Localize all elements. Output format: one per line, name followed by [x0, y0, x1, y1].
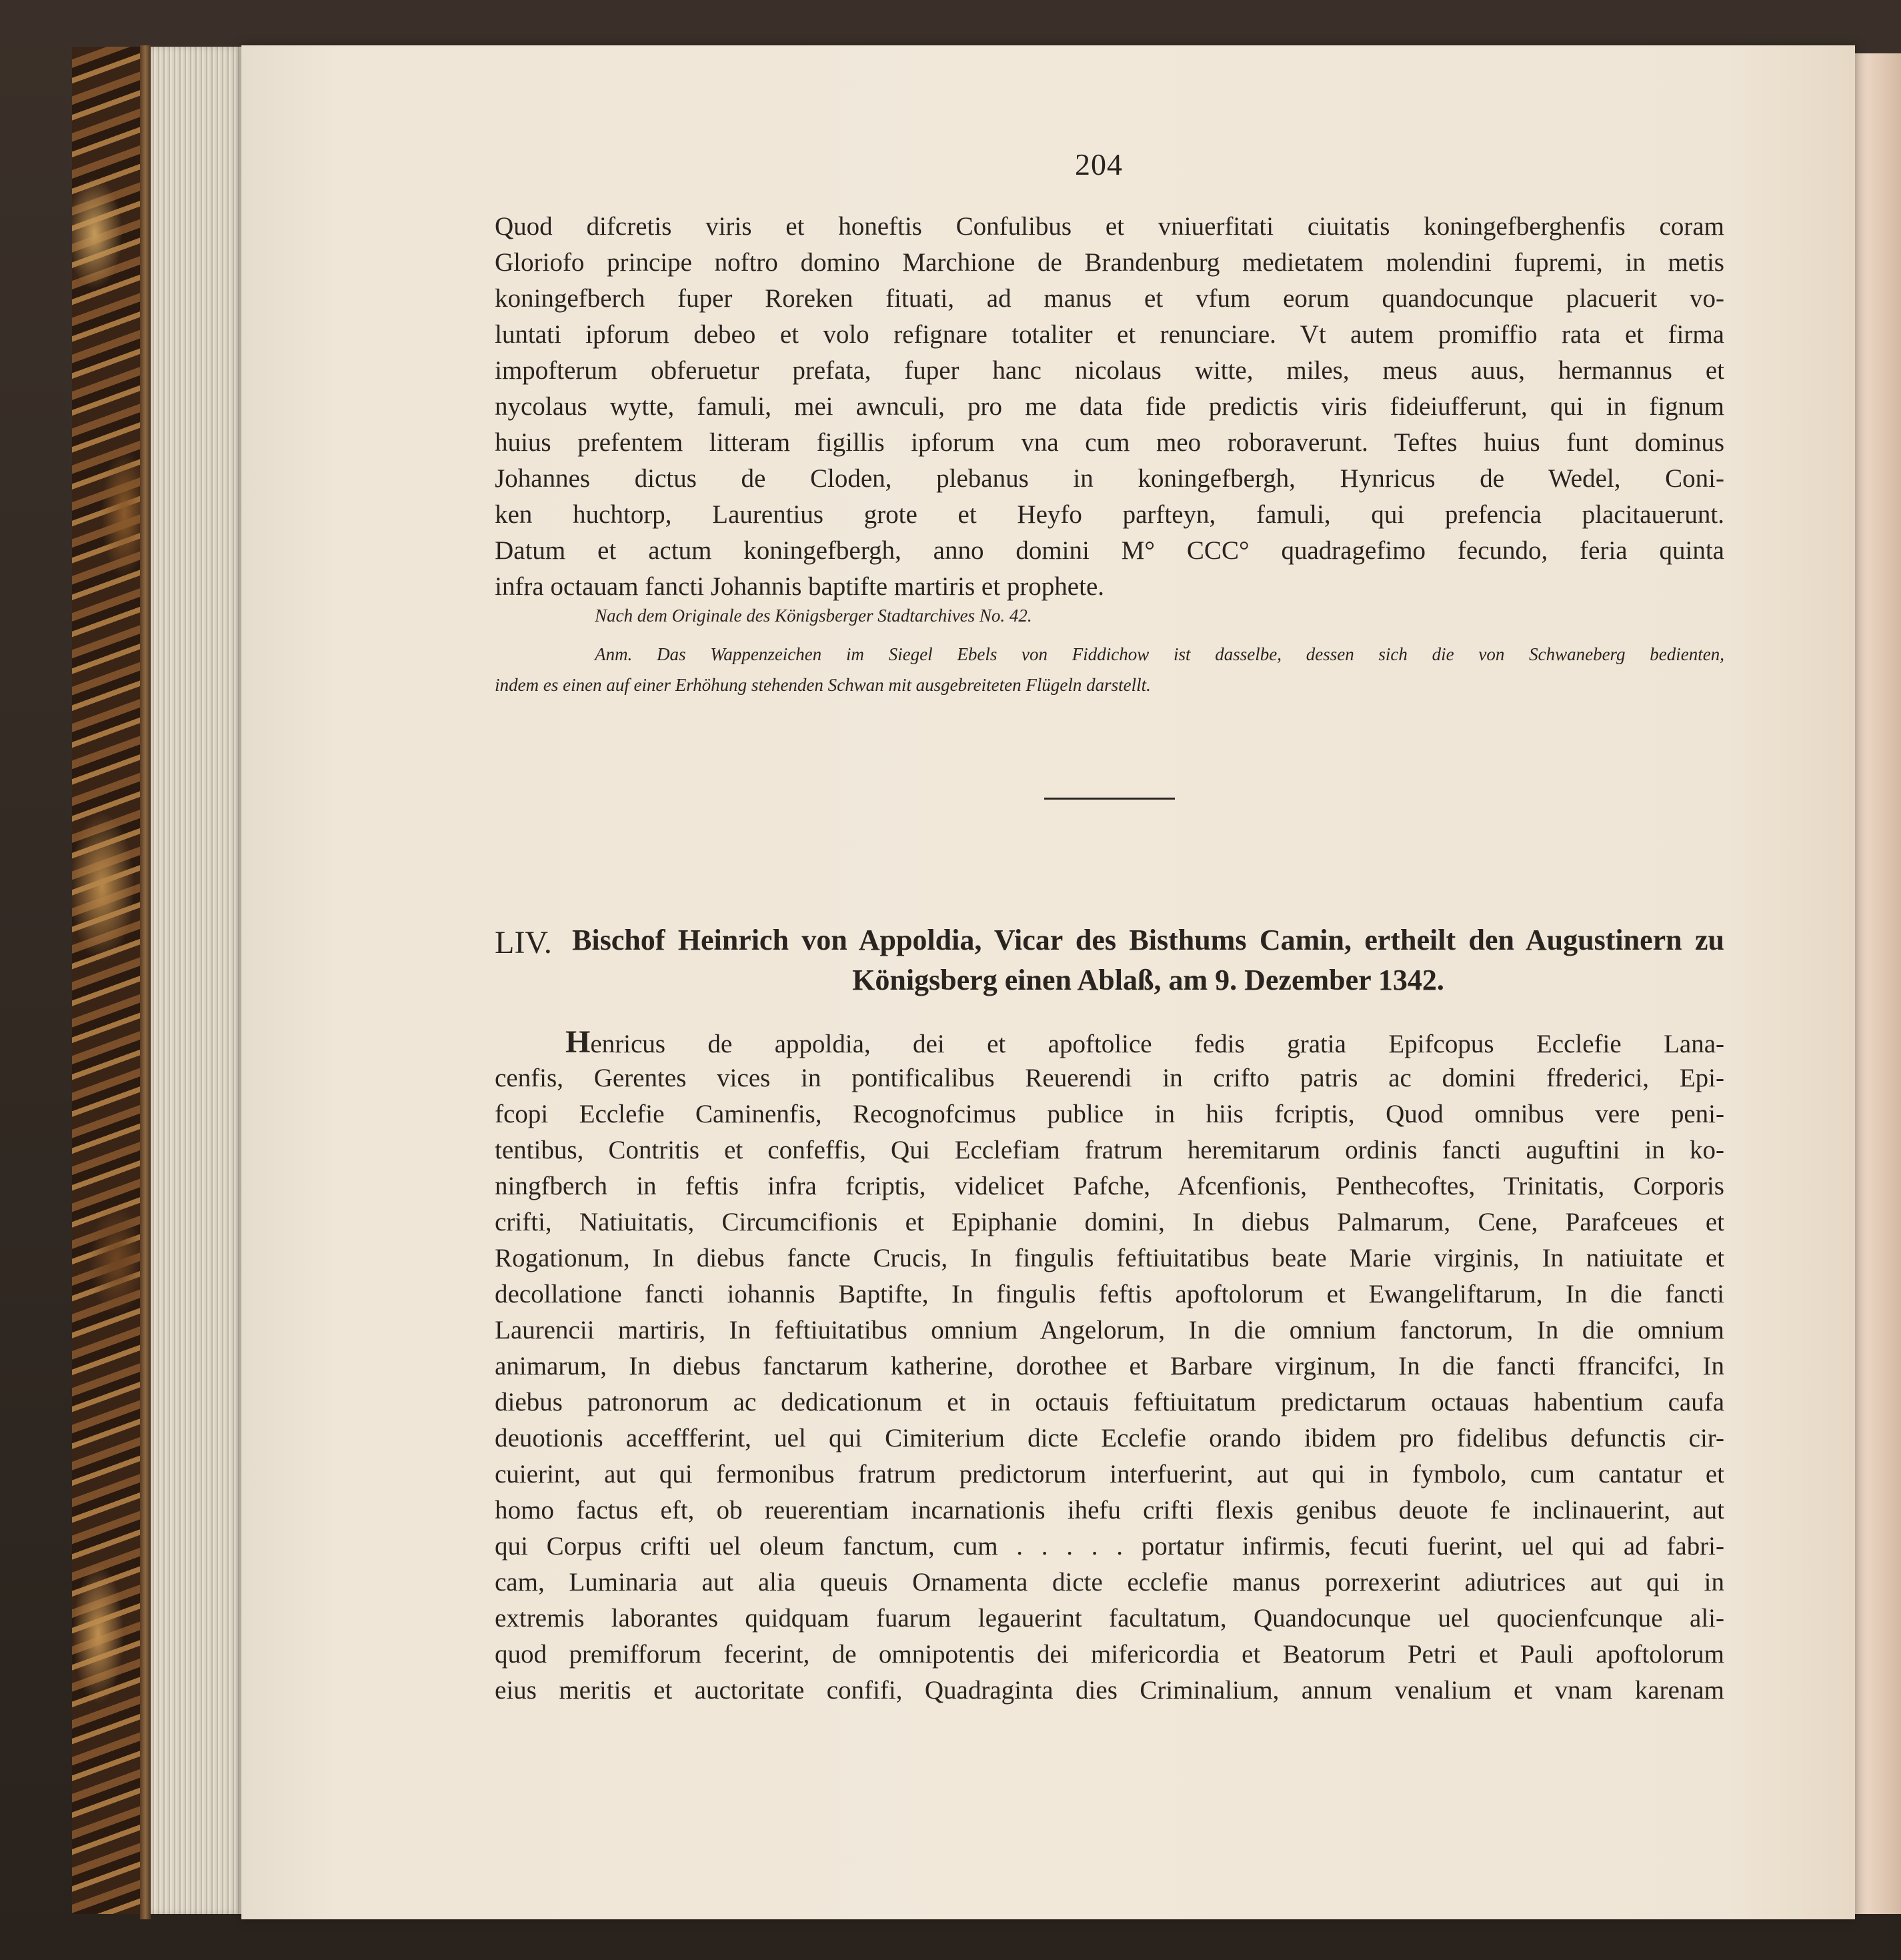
text-line: Laurencii martiris, In feftiuitatibus omnium Angelorum, In die omnium fanctorum, In die omnium: [495, 1316, 1724, 1344]
text-line: quod premifforum fecerint, de omnipotentis dei mifericordia et Beatorum Petri et Pauli apoftolorum: [495, 1640, 1724, 1669]
title-line: Bischof Heinrich von Appoldia, Vicar des Bisthums Camin, ertheilt den Augustinern zu: [572, 924, 1724, 956]
cover-spine-edge: [140, 45, 151, 1919]
text-line: crifti, Natiuitatis, Circumcifionis et Epiphanie domini, In diebus Palmarum, Cene, Parafceues et: [495, 1208, 1724, 1236]
text-line: luntati ipforum debeo et volo refignare totaliter et renunciare. Vt autem promiffio rata et firma: [495, 320, 1724, 349]
text-line: Rogationum, In diebus fancte Crucis, In fingulis feftiuitatibus beate Marie virginis, In natiuitate et: [495, 1244, 1724, 1272]
title-line: Königsberg einen Ablaß, am 9. Dezember 1342.: [852, 964, 1444, 996]
page-number: 204: [1075, 147, 1123, 181]
text-line: homo factus eft, ob reuerentiam incarnationis ihefu crifti flexis genibus deuote fe inclinauerint, aut: [495, 1496, 1724, 1525]
note-line: indem es einen auf einer Erhöhung stehenden Schwan mit ausgebreiteten Flügeln darstellt.: [495, 675, 1151, 695]
text-line: fcopi Ecclefie Caminenfis, Recognofcimus publice in hiis fcriptis, Quod omnibus vere peni-: [495, 1100, 1724, 1128]
note-line: Anm. Das Wappenzeichen im Siegel Ebels von Fiddichow ist dasselbe, dessen sich die von Schwaneberg bedienten,: [595, 644, 1724, 664]
facing-page-edge: [1847, 53, 1901, 1914]
charter-paragraph: [495, 209, 1724, 605]
text-line: impofterum obferuetur prefata, fuper hanc nicolaus witte, miles, meus auus, hermannus et: [495, 356, 1724, 385]
note-line: Nach dem Originale des Königsberger Stadtarchives No. 42.: [595, 606, 1032, 626]
text-line: extremis laborantes quidquam fuarum legauerint facultatum, Quandocunque uel quocienfcunque ali-: [495, 1604, 1724, 1633]
text-line: qui Corpus crifti uel oleum fanctum, cum . . . . . portatur infirmis, fecuti fuerint, uel qui ad fabri-: [495, 1532, 1724, 1561]
indulgence-paragraph: [495, 1024, 1724, 1709]
text-line: huius prefentem litteram figillis ipforum vna cum meo roboraverunt. Teftes huius funt dominus: [495, 428, 1724, 457]
text-line: cenfis, Gerentes vices in pontificalibus Reuerendi in crifto patris ac domini ffrederici, Epi-: [495, 1064, 1724, 1092]
text-line: ningfberch in feftis infra fcriptis, videlicet Pafche, Afcenfionis, Penthecoftes, Trinitatis, Corporis: [495, 1172, 1724, 1200]
text-line: decollatione fancti iohannis Baptifte, In fingulis feftis apoftolorum et Ewangeliftarum, In die fancti: [495, 1280, 1724, 1308]
text-line: cuierint, aut qui fermonibus fratrum predictorum interfuerint, aut qui in fymbolo, cum cantatur et: [495, 1460, 1724, 1489]
text-line: nycolaus wytte, famuli, mei awnculi, pro me data fide predictis viris fideiufferunt, qui in fignum: [495, 392, 1724, 421]
text-line: Quod difcretis viris et honeftis Confulibus et vniuerfitati ciuitatis koningefberghenfis coram: [495, 212, 1724, 241]
section-title: [572, 920, 1724, 1000]
text-line: [495, 1024, 1724, 1060]
section-divider: [1044, 798, 1175, 800]
text-line: Gloriofo principe noftro domino Marchione de Brandenburg medietatem molendini fupremi, in metis: [495, 248, 1724, 277]
drop-capital: H: [565, 1024, 591, 1060]
text-line: tentibus, Contritis et confeffis, Qui Ecclefiam fratrum heremitarum ordinis fancti auguftini in ko-: [495, 1136, 1724, 1164]
text-line: ken huchtorp, Laurentius grote et Heyfo parfteyn, famuli, qui prefencia placitauerunt.: [495, 500, 1724, 529]
first-line-text: enricus de appoldia, dei et apoftolice fedis gratia Epifcopus Ecclefie Lana-: [590, 1030, 1724, 1058]
text-line: infra octauam fancti Johannis baptifte martiris et prophete.: [495, 572, 1105, 601]
text-line: diebus patronorum ac dedicationum et in octauis feftiuitatum predictarum octauas habentium caufa: [495, 1388, 1724, 1416]
text-line: koningefberch fuper Roreken fituati, ad manus et vfum eorum quandocunque placuerit vo-: [495, 284, 1724, 313]
text-line: Johannes dictus de Cloden, plebanus in koningefbergh, Hynricus de Wedel, Coni-: [495, 464, 1724, 493]
page-stack-edges: [151, 47, 244, 1914]
text-line: eius meritis et auctoritate confifi, Quadraginta dies Criminalium, annum venalium et vnam karenam: [495, 1676, 1724, 1705]
text-line: Datum et actum koningefbergh, anno domini M° CCC° quadragefimo fecundo, feria quinta: [495, 536, 1724, 565]
text-line: cam, Luminaria aut alia queuis Ornamenta dicte ecclefie manus porrexerint adiutrices aut qui in: [495, 1568, 1724, 1597]
text-line: animarum, In diebus fanctarum katherine, dorothee et Barbare virginum, In die fancti ffrancifci, In: [495, 1352, 1724, 1380]
marbled-cover: [72, 47, 149, 1914]
section-number: LIV.: [495, 925, 552, 960]
source-note: [495, 600, 1724, 700]
text-line: deuotionis acceffferint, uel qui Cimiterium dicte Ecclefie orando ibidem pro fidelibus defunctis cir-: [495, 1424, 1724, 1452]
